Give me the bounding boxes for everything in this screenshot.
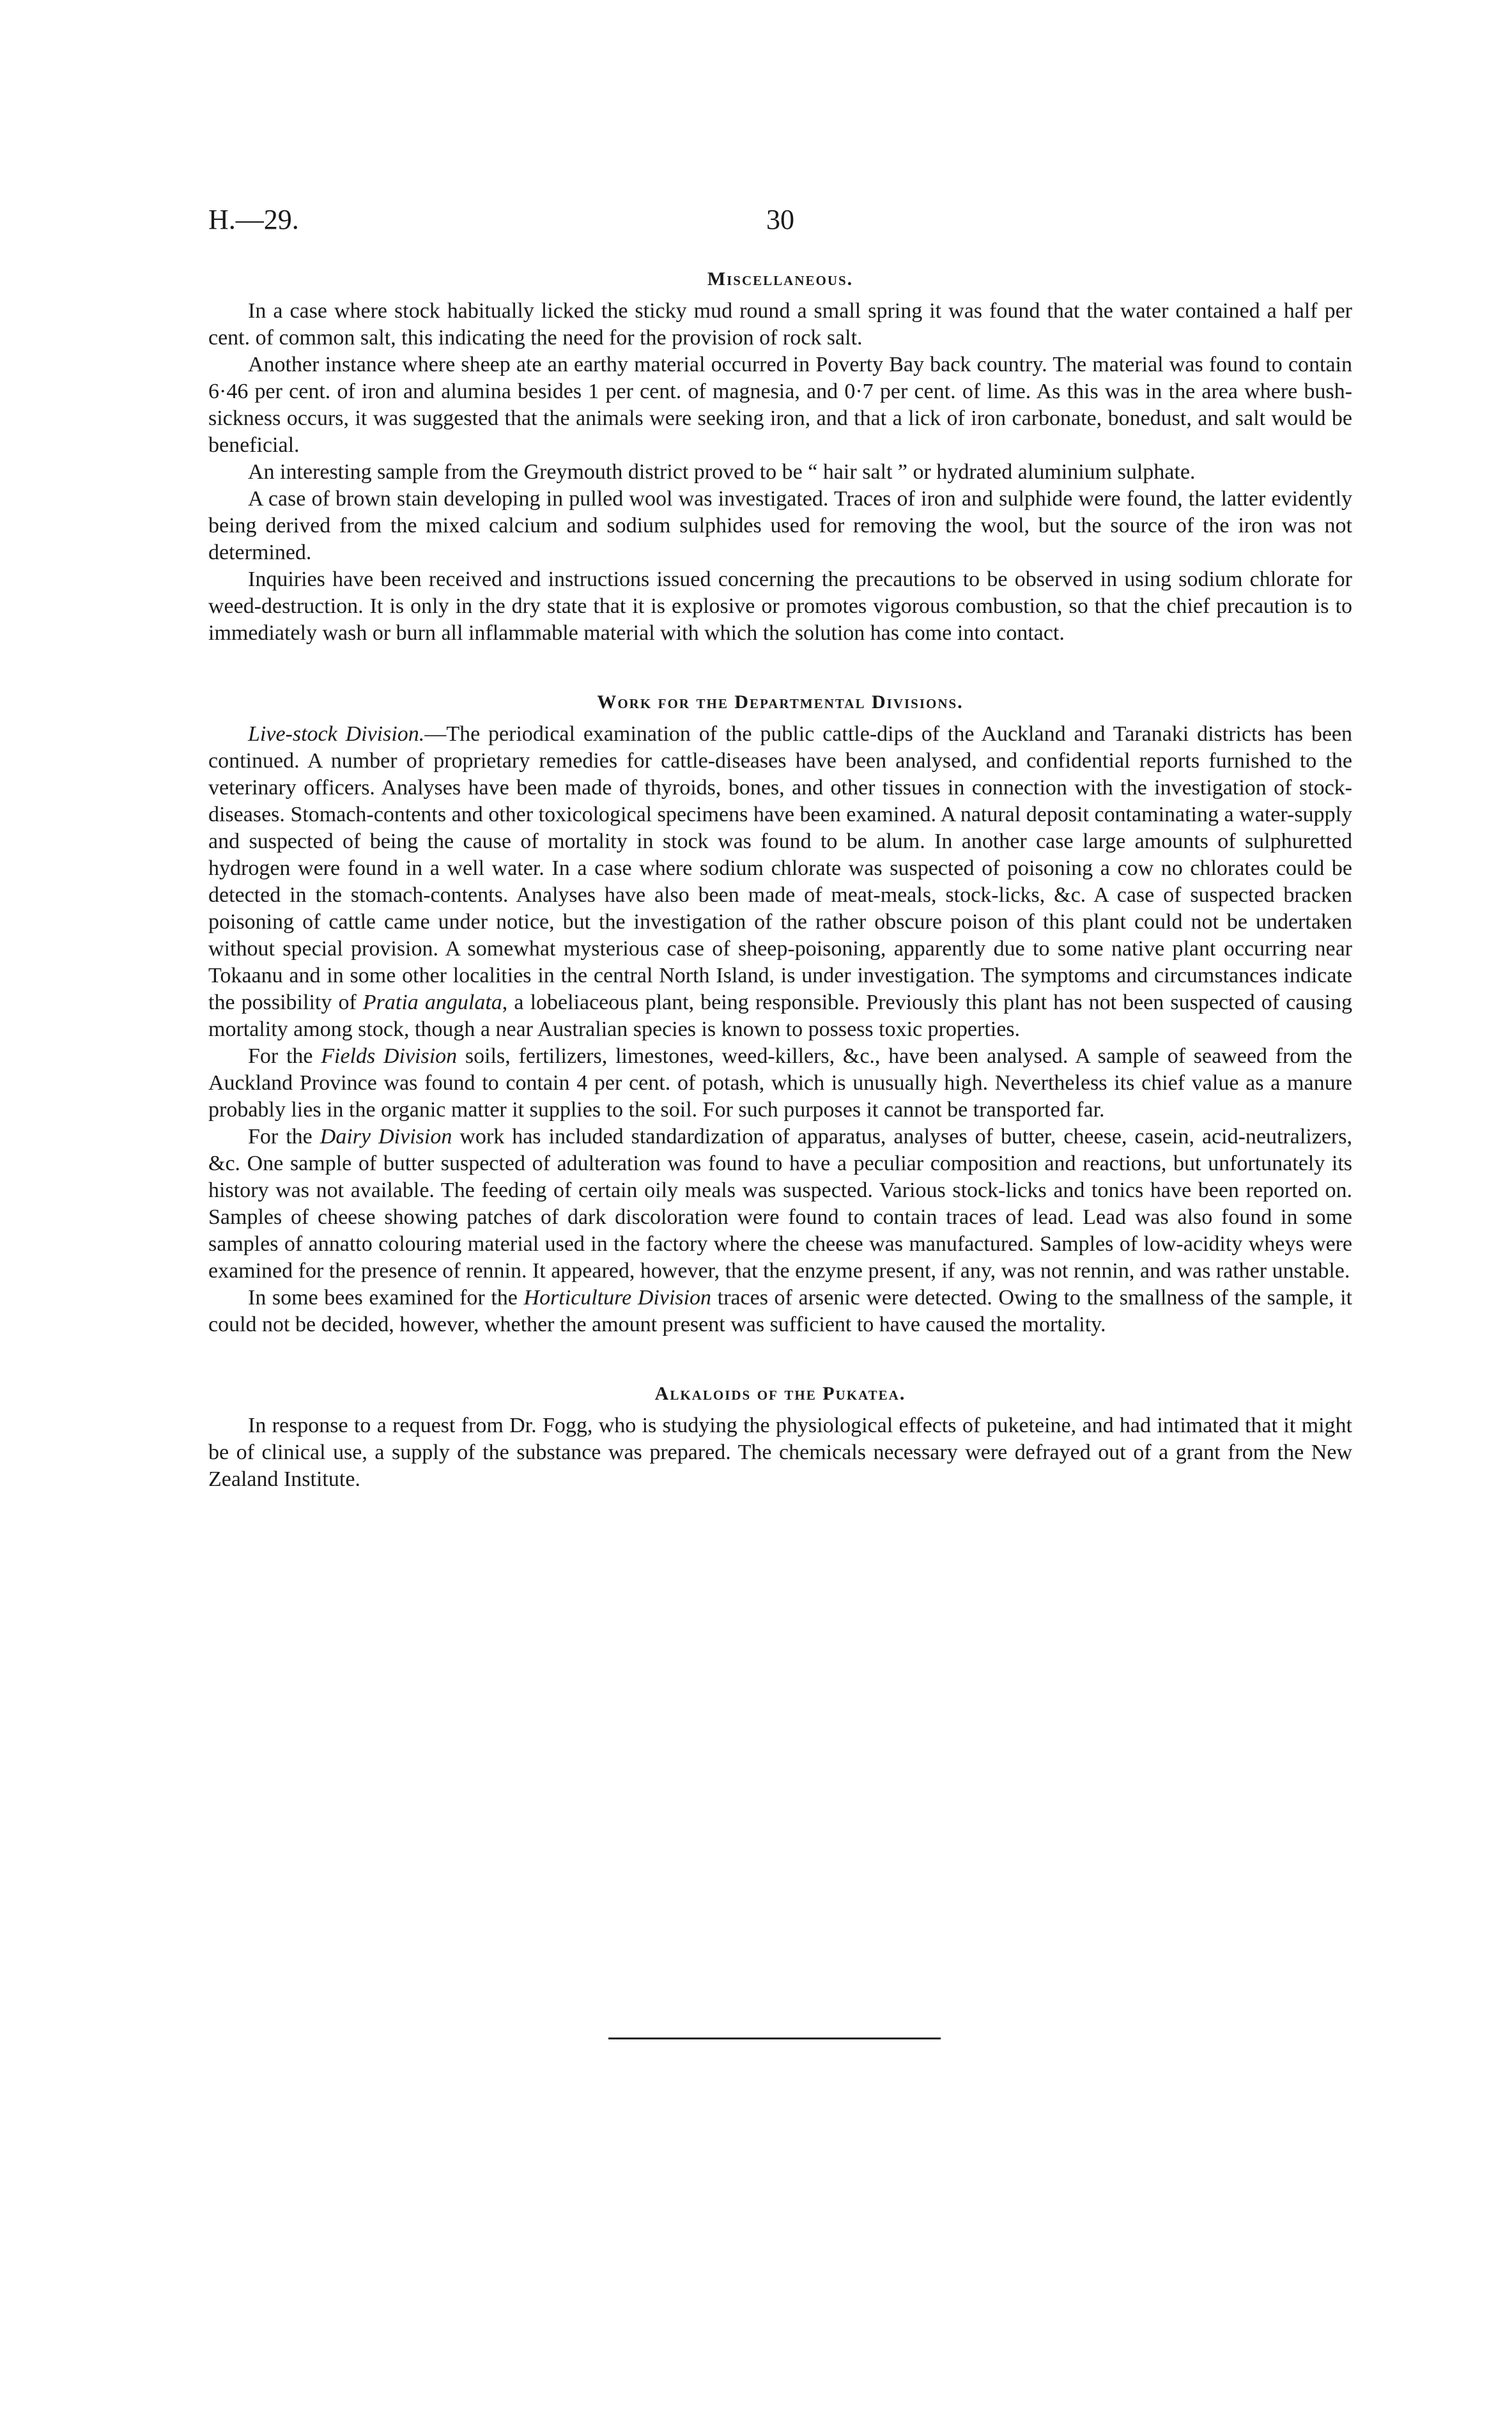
- page-number: 30: [766, 204, 794, 235]
- livestock-division-text: —The periodical examination of the public cattle-dips of the Auckland and Taranaki districts has been continued. A number of proprietary remedies for cattle-diseases have been analysed, and confidential reports furnished to the veterinary officers. Analyses have been made of thyroids, bones, and other tissues in connection with the investigation of stock-diseases. Stomach-contents and other toxicological specimens have been examined. A natural deposit contaminating a water-supply and suspected of being the cause of mortality in stock was found to be alum. In another case large amounts of sulphuretted hydrogen were found in a well water. In a case where sodium chlorate was suspected of poisoning a cow no chlorates could be detected in the stomach-contents. Analyses have also been made of meat-meals, stock-licks, &c. A case of suspected bracken poisoning of cattle came under notice, but the investigation of the rather obscure poison of this plant could not be undertaken without special provision. A somewhat mysterious case of sheep-poisoning, apparently due to some native plant occurring near Tokaanu and in some other localities in the central North Island, is under investigation. The symptoms and circumstances indicate the possibility of: [208, 722, 1353, 1014]
- miscellaneous-section: [208, 268, 1352, 647]
- departmental-divisions-section: [208, 692, 1352, 1338]
- miscellaneous-heading: Miscellaneous.: [707, 268, 854, 290]
- fields-division-pre: For the: [248, 1044, 321, 1068]
- livestock-division-label: Live-stock Division.: [248, 722, 425, 746]
- misc-paragraph: An interesting sample from the Greymouth district proved to be “ hair salt ” or hydrated aluminium sulphate.: [248, 460, 1196, 484]
- livestock-division-text-end: , a lobeliaceous plant, being responsible. Previously this plant has not been suspected of causing mortality among stock, though a near Australian species is known to possess toxic properties.: [208, 991, 1352, 1041]
- horticulture-division-pre: In some bees examined for the: [248, 1286, 524, 1310]
- page-body: [208, 268, 1352, 1493]
- horticulture-division-paragraph: [208, 1285, 1352, 1338]
- document-reference: H.—29.: [208, 204, 299, 235]
- pukatea-alkaloids-heading: Alkaloids of the Pukatea.: [654, 1383, 906, 1404]
- misc-paragraph: Inquiries have been received and instructions issued concerning the precautions to be observed in using sodium chlorate for weed-destruction. It is only in the dry state that it is explosive or promotes vigorous combustion, so that the chief precaution is to immediately wash or burn all inflammable material with which the solution has come into contact.: [208, 568, 1352, 645]
- page-header: [208, 203, 1352, 242]
- end-rule: [608, 2038, 941, 2039]
- misc-paragraph: Another instance where sheep ate an earthy material occurred in Poverty Bay back country. The material was found to contain 6·46 per cent. of iron and alumina besides 1 per cent. of magnesia, and 0·7 per cent. of lime. As this was in the area where bush-sickness occurs, it was suggested that the animals were seeking iron, and that a lick of iron carbonate, bonedust, and salt would be beneficial.: [208, 353, 1352, 457]
- dairy-division-label: Dairy Division: [320, 1125, 452, 1148]
- dairy-division-paragraph: [208, 1124, 1352, 1285]
- fields-division-text: soils, fertilizers, limestones, weed-killers, &c., have been analysed. A sample of seaweed from the Auckland Province was found to contain 4 per cent. of potash, which is unusually high. Nevertheless its chief value as a manure probably lies in the organic matter it supplies to the soil. For such purposes it cannot be transported far.: [208, 1044, 1353, 1122]
- pukatea-paragraph: In response to a request from Dr. Fogg, who is studying the physiological effects of puketeine, and had intimated that it might be of clinical use, a supply of the substance was prepared. The chemicals necessary were defrayed out of a grant from the New Zealand Institute.: [208, 1414, 1352, 1491]
- misc-paragraph: A case of brown stain developing in pulled wool was investigated. Traces of iron and sulphide were found, the latter evidently being derived from the mixed calcium and sodium sulphides used for removing the wool, but the source of the iron was not determined.: [208, 487, 1352, 564]
- horticulture-division-text: traces of arsenic were detected. Owing to the smallness of the sample, it could not be decided, however, whether the amount present was sufficient to have caused the mortality.: [208, 1286, 1352, 1336]
- livestock-division-paragraph: [208, 721, 1352, 1043]
- departmental-divisions-heading: Work for the Departmental Divisions.: [597, 692, 964, 713]
- end-rule-line: [608, 2038, 941, 2039]
- fields-division-label: Fields Division: [321, 1044, 458, 1068]
- pukatea-alkaloids-section: [208, 1383, 1352, 1493]
- dairy-division-text: work has included standardization of apparatus, analyses of butter, cheese, casein, acid-neutralizers, &c. One sample of butter suspected of adulteration was found to have a peculiar composition and reactions, but unfortunately its history was not available. The feeding of certain oily meals was suspected. Various stock-licks and tonics have been reported on. Samples of cheese showing patches of dark discoloration were found to contain traces of lead. Lead was also found in some samples of annatto colouring material used in the factory where the cheese was manufactured. Samples of low-acidity wheys were examined for the presence of rennin. It appeared, however, that the enzyme present, if any, was not rennin, and was rather unstable.: [208, 1125, 1352, 1283]
- horticulture-division-label: Horticulture Division: [523, 1286, 712, 1310]
- fields-division-paragraph: [208, 1043, 1352, 1124]
- species-name: Pratia angulata: [362, 991, 502, 1014]
- dairy-division-pre: For the: [248, 1125, 320, 1148]
- misc-paragraph: In a case where stock habitually licked the sticky mud round a small spring it was found that the water contained a half per cent. of common salt, this indicating the need for the provision of rock salt.: [208, 299, 1352, 350]
